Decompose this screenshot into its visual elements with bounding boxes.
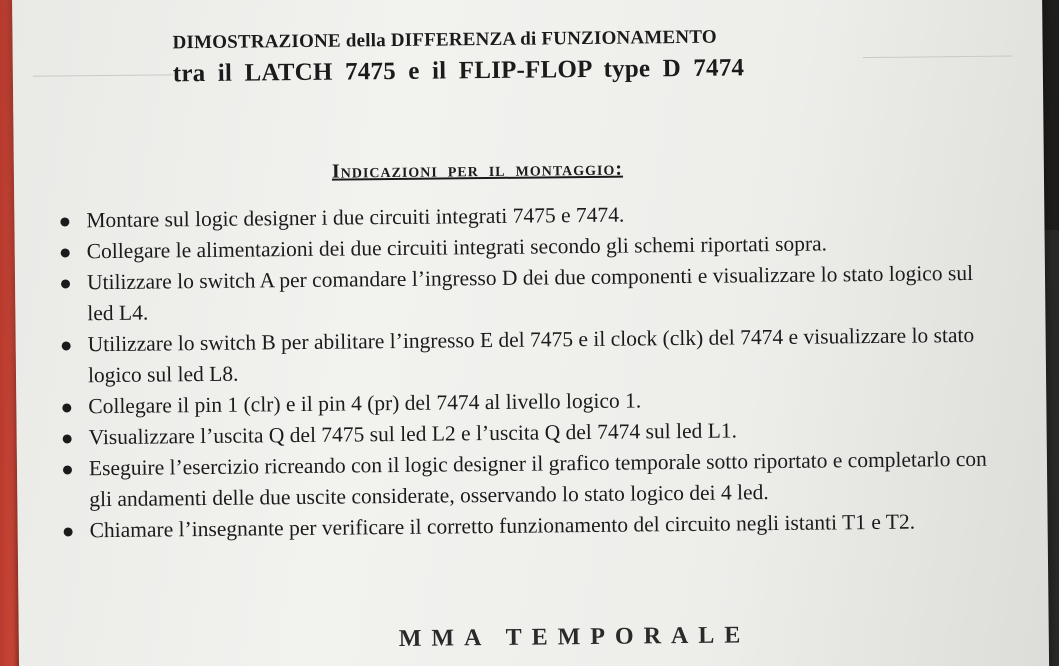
list-item [55,258,996,330]
bullet-icon [64,527,73,536]
bullet-icon [61,279,70,288]
section-title: Indicazioni per il montaggio: [331,157,624,183]
instruction-text: Visualizzare l’uscita Q del 7475 sul led L2 e l’uscita Q del 7474 sul led L1. [88,418,738,450]
instruction-list [54,196,998,547]
instruction-text: Utilizzare lo switch B per abilitare l’ingresso E del 7475 e il clock (clk) del 7474 e visualizzare lo stato logico sul led L8. [87,322,975,388]
bullet-icon [62,341,71,350]
document-sheet [12,0,1049,666]
header-line-1: DIMOSTRAZIONE della DIFFERENZA di FUNZIONAMENTO [172,26,717,54]
list-item [57,444,998,516]
bullet-icon [62,403,71,412]
instruction-text: Montare sul logic designer i due circuiti integrati 7475 e 7474. [86,202,625,233]
document-header [172,25,873,88]
bullet-icon [61,248,70,257]
bullet-icon [60,217,69,226]
faint-rule-right [863,56,1013,59]
cut-off-heading: MMA TEMPORALE [398,622,751,652]
instruction-text: Utilizzare lo switch A per comandare l’ingresso D dei due componenti e visualizzare lo stato logico sul led L4. [86,260,974,326]
instruction-text: Collegare le alimentazioni dei due circuiti integrati secondo gli schemi riportati sopra. [86,231,828,264]
header-line-2: tra il LATCH 7475 e il FLIP-FLOP type D 7474 [172,54,745,88]
bullet-icon [63,434,72,443]
instruction-text: Collegare il pin 1 (clr) e il pin 4 (pr) del 7474 al livello logico 1. [88,388,642,419]
list-item [56,320,997,392]
instruction-text: Chiamare l’insegnante per verificare il corretto funzionamento del circuito negli istanti T1 e T2. [89,509,916,543]
bullet-icon [63,465,72,474]
faint-rule-left [33,74,173,76]
instruction-text: Eseguire l’esercizio ricreando con il logic designer il grafico temporale sotto riportato e completarlo con gli andamenti delle due uscite considerate, osservando lo stato logico dei 4 led. [88,446,987,512]
